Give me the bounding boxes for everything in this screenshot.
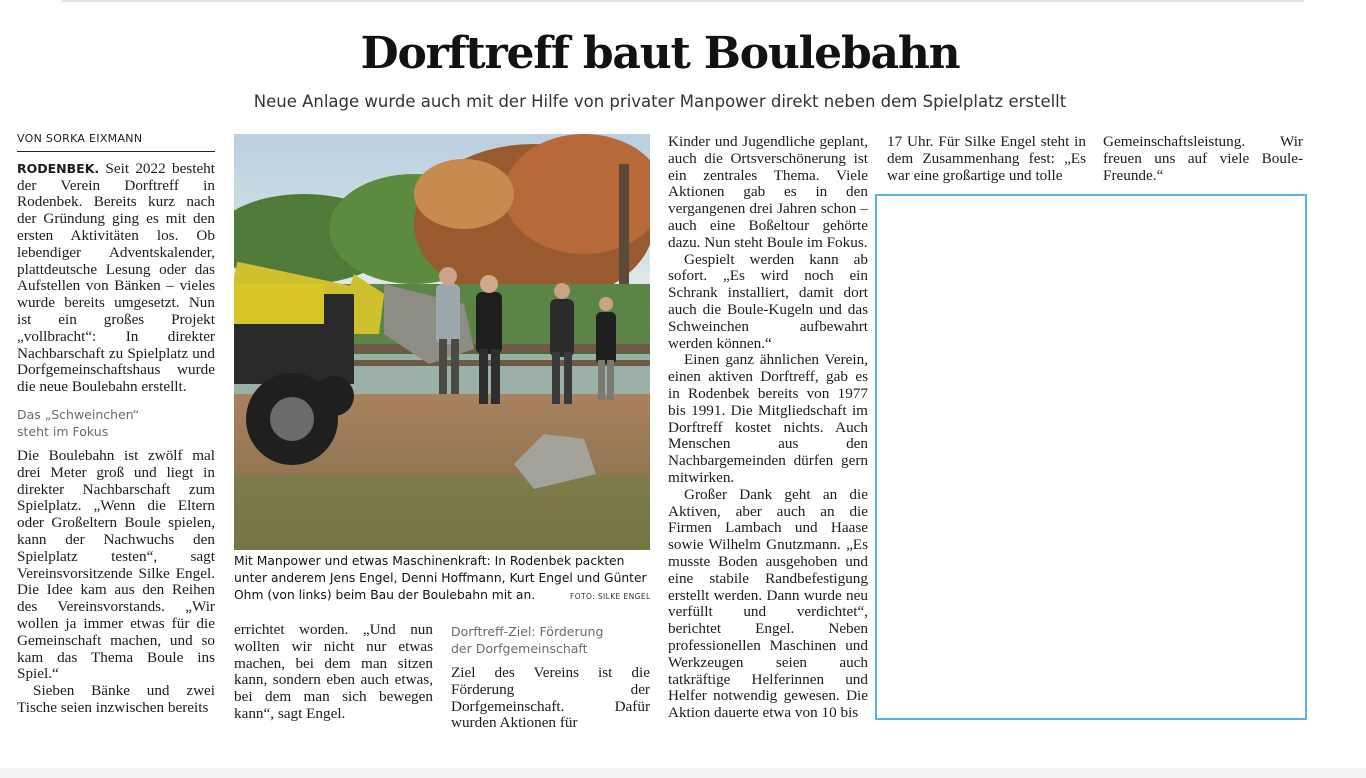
top-divider xyxy=(62,0,1304,2)
article-column-3 xyxy=(451,623,650,732)
body-paragraph: Gespielt werden kann ab sofort. „Es wird noch ein Schrank installiert, damit dort auch die Boule-Kugeln und das Schweinchen aufbewahrt werden können.“ xyxy=(668,250,868,352)
subheading-line: Dorftreff-Ziel: Förderung xyxy=(451,624,604,639)
body-paragraph: Gemeinschaftsleistung. Wir freuen uns auf viele Boule-Freunde.“ xyxy=(1103,133,1303,184)
article-subheadline: Neue Anlage wurde auch mit der Hilfe von privater Manpower direkt neben dem Spielplatz erstellt xyxy=(253,92,1067,111)
body-paragraph: Die Boulebahn ist zwölf mal drei Meter groß und liegt in direkter Nachbarschaft zum Spielplatz. „Wenn die Eltern oder Großeltern Boule spielen, kann der Nachwuchs den Spielplatz testen“, sagt Vereinsvorsitzende Silke Engel. Die Idee kam aus den Reihen des Vereinsvorstands. „Wir wollen ja immer etwas für die Gemeinschaft machen, und so kam das Thema Boule ins Spiel.“ xyxy=(17,446,215,683)
article-headline: Dorftreff baut Boulebahn xyxy=(360,28,960,79)
body-paragraph: 17 Uhr. Für Silke Engel steht in dem Zusammenhang fest: „Es war eine großartige und tolle xyxy=(887,133,1086,184)
article-column-4 xyxy=(668,134,868,722)
article-column-2 xyxy=(234,622,433,723)
section-subheading-ziel xyxy=(451,623,650,657)
subheading-line: steht im Fokus xyxy=(17,423,109,439)
section-subheading-schweinchen xyxy=(17,406,215,440)
article-column-1 xyxy=(17,131,215,717)
photo-illustration xyxy=(234,134,650,550)
body-paragraph: errichtet worden. „Und nun wollten wir nicht nur etwas machen, bei dem man sitzen kann, sondern eben auch etwas, bei dem man sich bewegen kann“, sagt Engel. xyxy=(234,621,433,722)
body-paragraph: Großer Dank geht an die Aktiven, aber auch an die Firmen Lambach und Haase sowie Wilhelm Gnutzmann. „Es musste Boden ausgehoben und eine stabile Randbefestigung erstellt werden. Dann wurde neu verfüllt und verdichtet“, berichtet Engel. Neben professionellen Maschinen und Werkzeugen seien auch tatkräftige Helferinnen und Helfer notwendig gewesen. Die Aktion dauerte etwa von 10 bis xyxy=(668,485,868,722)
body-paragraph: Sieben Bänke und zwei Tische seien inzwischen bereits xyxy=(17,682,215,716)
body-paragraph: Kinder und Jugendliche geplant, auch die Ortsverschönerung ist ein zentrales Thema. Viele Aktionen gab es in den vergangenen drei Jahren schon – auch eine Boßeltour gehörte dazu. Nun steht Boule im Fokus. xyxy=(668,133,868,251)
lead-paragraph xyxy=(17,161,215,396)
article-photo xyxy=(234,134,650,550)
body-paragraph: Einen ganz ähnlichen Verein, einen aktiven Dorftreff, gab es in Rodenbek bereits von 1977 bis 1991. Die Mitgliedschaft im Dorftreff kostet nichts. Auch Menschen aus den Nachbargemeinden dürfen gern mitwirken. xyxy=(668,351,868,486)
subheading-line: der Dorfgemeinschaft xyxy=(451,641,588,656)
article-column-6 xyxy=(1103,134,1303,184)
photo-caption: Mit Manpower und etwas Maschinenkraft: In Rodenbek packten unter anderem Jens Engel, Denni Hoffmann, Kurt Engel und Günter Ohm (von links) beim Bau der Boulebahn mit an. xyxy=(234,554,647,602)
blank-ad-box xyxy=(875,194,1307,720)
article-column-5 xyxy=(887,134,1086,184)
bottom-divider xyxy=(0,768,1366,778)
lead-text: Seit 2022 besteht der Verein Dorftreff in Rodenbek. Bereits kurz nach der Gründung ging es mit den ersten Aktivitäten los. Ob lebendiger Adventskalender, plattdeutsche Lesung oder das Aufstellen von Bänken – vieles wurde bereits umgesetzt. Nun ist ein großes Projekt „vollbracht“: In direkter Nachbarschaft zu Spielplatz und Dorfgemeinschaftshaus wurde die neue Boulebahn erstellt. xyxy=(17,159,215,396)
subheading-line: Das „Schweinchen“ xyxy=(17,406,140,422)
dateline: RODENBEK. xyxy=(17,160,100,176)
article-byline: VON SORKA EIXMANN xyxy=(17,131,215,152)
body-paragraph: Ziel des Vereins ist die Förderung der Dorfgemeinschaft. Dafür wurden Aktionen für xyxy=(451,664,650,732)
photo-credit: FOTO: SILKE ENGEL xyxy=(570,592,651,601)
